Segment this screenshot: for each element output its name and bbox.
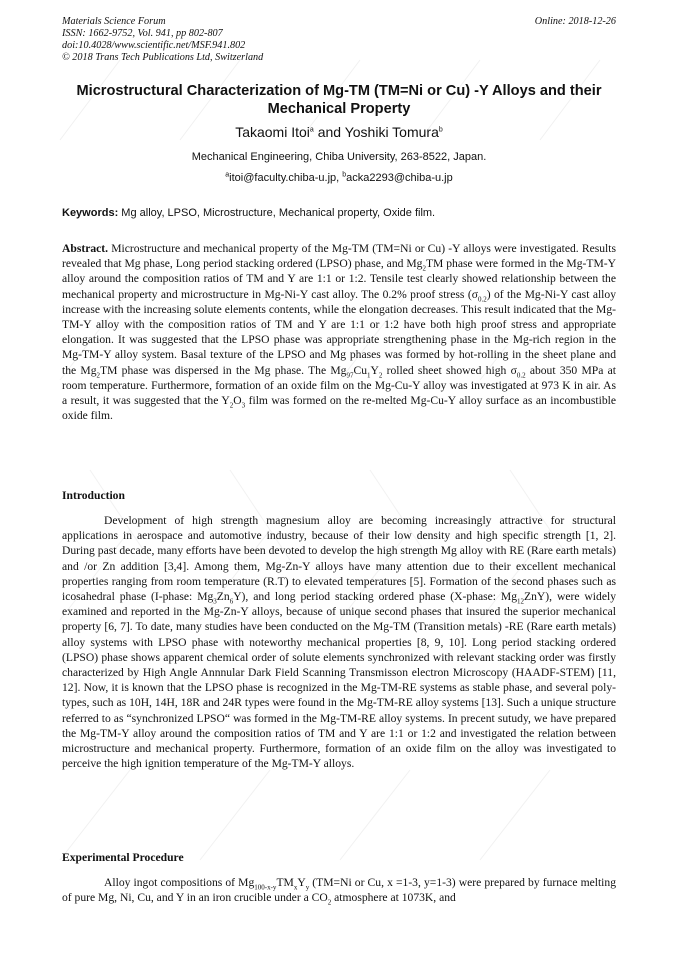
affiliation: Mechanical Engineering, Chiba University, 263-8522, Japan. xyxy=(191,151,487,163)
subscript: 2 xyxy=(327,898,332,907)
author-name: Yoshiki Tomura xyxy=(344,124,439,140)
abstract-text: TM phase was dispersed in the Mg phase. The Mg xyxy=(100,363,347,377)
abstract-text: Y xyxy=(370,363,379,377)
email-marker: a xyxy=(225,171,230,179)
intro-text: Development of high strength magnesium alloy are becoming increasingly attractive for structural applications in aerospace and automotive industry, because of their low density and high specific strength [1, 2]. During past decade, many efforts have been devoted to develop the high strength Mg alloy with RE (Rare earth metals) and /or Zn addition [3,4]. Among them, Mg-Zn-Y alloys have many attention due to their excellent mechanical properties ranging from room temperature (R.T) to elevated temperatures [5]. Formation of the second phases such as icosahedral phase (I-phase: Mg xyxy=(62,514,616,604)
affiliation-marker: a xyxy=(309,126,314,134)
sigma-symbol: σ xyxy=(471,287,478,301)
subscript: 2 xyxy=(96,370,101,379)
intro-text: ZnY), were widely examined and reported in the Mg-Zn-Y alloys, because of unique second phases that insured the superior mechanical property [6, 7]. To date, many studies have been conducted on the Mg-TM (Transition metals) -RE (Rare earth metals) alloy systems with LPSO phase with noteworthy mechanical properties [8, 9, 10]. Long period stacking ordered (LPSO) phase shows apparent chemical order of solute elements synchronized with relevant stacking order was firstly characterized by High Angle Annnular Dark Field Scanning Transmisson electron Microscopy (HAADF-STEM) [11, 12]. Now, it is known that the LPSO phase is recognized in the Mg-TM-RE systems as stable phase, and several poly-types, such as 10H, 14H, 18R and 24R types were found in the Mg-TM-RE alloy systems [13]. Such a unique structure referred to as “synchronized LPSO“ was formed in the Mg-TM-RE alloy systems. In precent sutudy, we have prepared the Mg-TM-Y alloy around the composition ratios of TM and Y are 1:1 or 1:2 and investigated the relation between microstructure and mechanical property. Furthermore, formation of an oxide film on the alloy was investigated to perceive the high ignition temperature of the Mg-TM-Y alloys. xyxy=(62,590,616,771)
email-link[interactable]: itoi@faculty.chiba-u.jp, xyxy=(229,172,343,184)
subscript: 2 xyxy=(378,370,383,379)
exp-text: TM xyxy=(276,876,294,889)
section-heading-introduction: Introduction xyxy=(62,489,125,502)
abstract-label: Abstract. xyxy=(62,242,109,255)
author-conjunction: and xyxy=(313,124,345,140)
author-line xyxy=(62,124,616,140)
subscript: 12 xyxy=(517,597,525,606)
email-marker: b xyxy=(342,171,347,179)
subscript: 2 xyxy=(422,264,426,273)
keywords-label: Keywords: xyxy=(62,207,119,219)
subscript: 0.2 xyxy=(516,370,526,379)
subscript: 0.2 xyxy=(477,294,487,303)
abstract-text: about 350 MPa at room temperature. Furthermore, formation of an oxide film on the Mg-Cu-Y alloy was investigated at 973 K in air. As a result, it was suggested that the Y xyxy=(62,363,617,408)
journal-header xyxy=(62,16,263,64)
author-name: Takaomi Itoi xyxy=(235,124,310,140)
subscript: 3 xyxy=(241,401,246,410)
author-emails xyxy=(62,172,616,184)
sigma-symbol: σ xyxy=(510,363,517,377)
subscript: 1 xyxy=(367,370,371,379)
experimental-paragraph xyxy=(62,875,616,905)
exp-text: Alloy ingot compositions of Mg xyxy=(104,876,255,889)
journal-name: Materials Science Forum xyxy=(62,16,166,27)
abstract-text: Cu xyxy=(353,363,367,377)
intro-text: Zn xyxy=(216,590,230,604)
abstract-text: film was formed on the re-melted Mg-Cu-Y alloy surface as an incombustible oxide film. xyxy=(62,394,616,423)
email-link[interactable]: acka2293@chiba-u.jp xyxy=(346,172,453,184)
abstract-text: rolled sheet showed high xyxy=(382,363,511,377)
subscript: x xyxy=(293,883,298,892)
subscript: 97 xyxy=(346,370,354,379)
subscript: 2 xyxy=(229,401,234,410)
online-date: Online: 2018-12-26 xyxy=(534,16,616,27)
introduction-paragraph xyxy=(62,513,616,771)
copyright-line: © 2018 Trans Tech Publications Ltd, Switzerland xyxy=(62,52,264,63)
subscript: 6 xyxy=(229,597,234,606)
keywords-text: Mg alloy, LPSO, Microstructure, Mechanical property, Oxide film. xyxy=(118,207,436,219)
section-heading-experimental: Experimental Procedure xyxy=(62,851,184,864)
keywords-line xyxy=(62,207,616,219)
subscript: 100-x-y xyxy=(254,883,277,892)
exp-text: (TM=Ni or Cu, x =1-3, y=1-3) were prepared by furnace melting of pure Mg, Ni, Cu, and Y in an iron crucible under a CO xyxy=(62,876,616,905)
subscript: y xyxy=(305,883,310,892)
issn-line: ISSN: 1662-9752, Vol. 941, pp 802-807 xyxy=(62,28,223,39)
abstract-text: O xyxy=(233,394,242,408)
abstract-text: Microstructure and mechanical property of the Mg-TM (TM=Ni or Cu) -Y alloys were investigated. Results revealed that Mg phase, Long period stacking ordered (LPSO) phase, and Mg xyxy=(62,242,616,271)
exp-text: atmosphere at 1073K, and xyxy=(331,891,456,905)
abstract-text: TM phase were formed in the Mg-TM-Y alloy around the composition ratios of TM and Y are 1:1 or 1:2. Tensile test clearly showed relationship between the mechanical property and microstructure in Mg-Ni-Y cast alloy. The 0.2% proof stress ( xyxy=(62,257,616,301)
abstract-paragraph xyxy=(62,241,616,423)
doi-line: doi:10.4028/www.scientific.net/MSF.941.802 xyxy=(62,40,246,51)
affiliation-marker: b xyxy=(438,126,443,134)
intro-text: Y), and long period stacking ordered phase (X-phase: Mg xyxy=(233,590,518,604)
paper-title: Microstructural Characterization of Mg-TM (TM=Ni or Cu) -Y Alloys and their Mechanical Property xyxy=(76,83,602,117)
subscript: 3 xyxy=(213,597,217,606)
exp-text: Y xyxy=(297,876,306,889)
abstract-text: ) of the Mg-Ni-Y cast alloy increase with the increasing solute elements contents, while the elongation decreases. This result indicated that the Mg-TM-Y alloy with the composition ratios of TM and Y are 1:1 or 1:2 have both high proof stress and appropriate elongation. It was suggested that the LPSO phase was appropriate strengthening phase in the Mg-rich region in the Mg-TM-Y alloy system. Basal texture of the LPSO and Mg phases was formed by hot-rolling in the sheet plane and the Mg xyxy=(62,287,616,377)
